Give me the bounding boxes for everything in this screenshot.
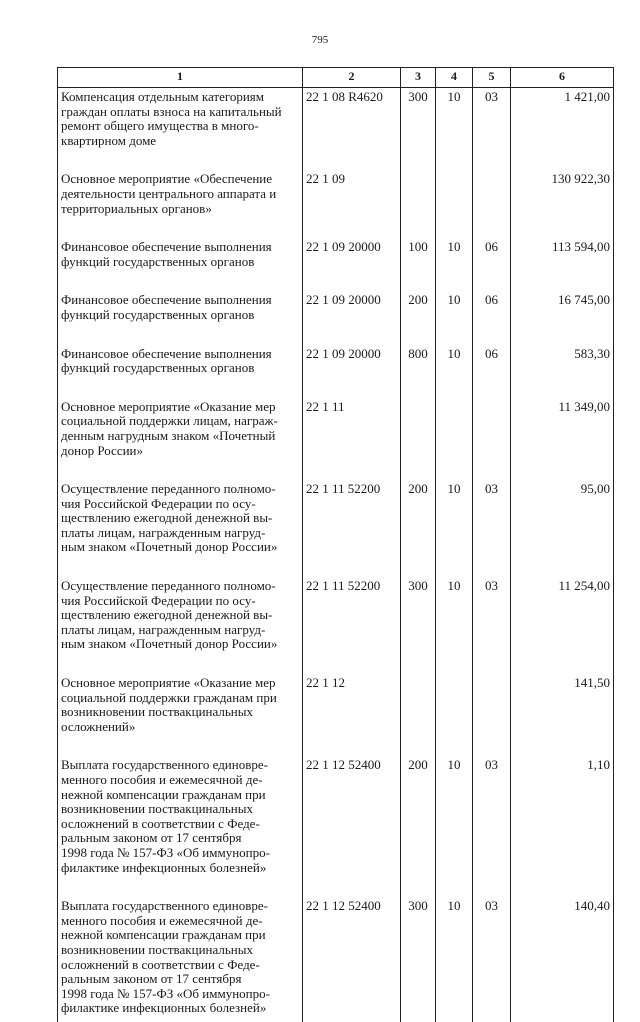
row-name-line: ным знаком «Почетный донор России»	[61, 636, 278, 652]
row-col-3	[401, 170, 436, 238]
row-name-line: ществлению ежегодной денежной вы-	[61, 607, 273, 623]
header-col-5: 5	[473, 68, 511, 88]
row-name-line: менного пособия и ежемесячной де-	[61, 772, 263, 787]
row-amount: 11 349,00	[511, 398, 614, 480]
row-col-5: 06	[473, 345, 511, 398]
row-name-line: ремонт общего имущества в много-	[61, 118, 259, 134]
row-col-4	[436, 398, 473, 480]
row-amount: 583,30	[511, 345, 614, 398]
row-name-line: Основное мероприятие «Обеспечение	[61, 171, 273, 187]
row-col-3: 300	[401, 577, 436, 674]
row-name-line: чия Российской Федерации по осу-	[61, 495, 256, 511]
table-row	[58, 756, 614, 897]
table-row	[58, 291, 614, 344]
row-name	[58, 170, 303, 238]
row-name-line: функций государственных органов	[61, 360, 255, 376]
row-code: 22 1 12 52400	[303, 756, 401, 897]
row-col-4: 10	[436, 577, 473, 674]
row-name	[58, 897, 303, 1022]
row-col-4: 10	[436, 291, 473, 344]
row-name-line: граждан оплаты взноса на капитальный	[61, 103, 282, 119]
row-col-4: 10	[436, 897, 473, 1022]
row-name-line: Выплата государственного единовре-	[61, 757, 268, 773]
row-col-3	[401, 398, 436, 480]
row-col-3: 300	[401, 88, 436, 171]
row-col-3: 800	[401, 345, 436, 398]
row-name-line: ществлению ежегодной денежной вы-	[61, 510, 273, 526]
row-name-line: филактике инфекционных болезней»	[61, 859, 267, 875]
row-col-3: 200	[401, 480, 436, 577]
row-col-3: 100	[401, 238, 436, 291]
row-col-5	[473, 674, 511, 756]
row-name-line: территориальных органов»	[61, 200, 212, 216]
row-name-line: ральным законом от 17 сентября	[61, 830, 242, 846]
row-col-5: 03	[473, 480, 511, 577]
row-name	[58, 88, 303, 171]
row-amount: 95,00	[511, 480, 614, 577]
row-name-line: Компенсация отдельным категориям	[61, 89, 265, 104]
row-name	[58, 238, 303, 291]
row-code: 22 1 09 20000	[303, 291, 401, 344]
row-name-line: Финансовое обеспечение выполнения	[61, 345, 272, 361]
row-name-line: 1998 года № 157-ФЗ «Об иммунопро-	[61, 985, 270, 1001]
row-name-line: менного пособия и ежемесячной де-	[61, 912, 263, 928]
row-name-line: нежной компенсации гражданам при	[61, 786, 266, 802]
row-name-line: нежной компенсации гражданам при	[61, 927, 266, 943]
row-name-line: ным знаком «Почетный донор России»	[61, 539, 278, 555]
row-col-4	[436, 674, 473, 756]
table-row	[58, 674, 614, 756]
row-name-line: 1998 года № 157-ФЗ «Об иммунопро-	[61, 844, 270, 860]
table-row	[58, 170, 614, 238]
row-col-4: 10	[436, 756, 473, 897]
row-name-line: платы лицам, награжденным нагруд-	[61, 524, 266, 540]
row-col-4: 10	[436, 345, 473, 398]
row-code: 22 1 12	[303, 674, 401, 756]
row-amount: 141,50	[511, 674, 614, 756]
row-amount: 113 594,00	[511, 238, 614, 291]
row-name-line: социальной поддержки лицам, награж-	[61, 413, 278, 429]
row-col-5: 03	[473, 88, 511, 171]
table-row	[58, 345, 614, 398]
row-name	[58, 577, 303, 674]
row-col-3: 300	[401, 897, 436, 1022]
table-row	[58, 398, 614, 480]
row-col-4: 10	[436, 480, 473, 577]
header-row	[58, 68, 614, 88]
row-name	[58, 345, 303, 398]
row-amount: 11 254,00	[511, 577, 614, 674]
row-name-line: платы лицам, награжденным нагруд-	[61, 621, 266, 637]
row-name-line: функций государственных органов	[61, 306, 255, 322]
row-code: 22 1 11 52200	[303, 577, 401, 674]
row-col-5	[473, 398, 511, 480]
row-name	[58, 756, 303, 897]
row-name-line: деятельности центрального аппарата и	[61, 185, 277, 201]
row-name-line: филактике инфекционных болезней»	[61, 1000, 267, 1016]
row-code: 22 1 08 R4620	[303, 88, 401, 171]
row-name-line: ральным законом от 17 сентября	[61, 971, 242, 987]
page-number: 795	[311, 34, 329, 46]
table-row	[58, 238, 614, 291]
row-name-line: чия Российской Федерации по осу-	[61, 592, 256, 608]
row-col-5: 06	[473, 238, 511, 291]
row-name-line: денным нагрудным знаком «Почетный	[61, 427, 276, 443]
row-col-3	[401, 674, 436, 756]
row-name	[58, 398, 303, 480]
row-amount: 16 745,00	[511, 291, 614, 344]
header-col-1: 1	[58, 68, 303, 88]
row-name-line: осложнений в соответствии с Феде-	[61, 956, 260, 972]
row-name	[58, 291, 303, 344]
row-name-line: Финансовое обеспечение выполнения	[61, 292, 272, 308]
header-col-3: 3	[401, 68, 436, 88]
row-code: 22 1 11 52200	[303, 480, 401, 577]
row-name-line: донор России»	[61, 442, 144, 458]
row-amount: 1,10	[511, 756, 614, 897]
row-col-4: 10	[436, 88, 473, 171]
row-code: 22 1 09	[303, 170, 401, 238]
row-name-line: Основное мероприятие «Оказание мер	[61, 398, 276, 414]
row-name-line: Финансовое обеспечение выполнения	[61, 239, 272, 255]
row-name	[58, 480, 303, 577]
row-name-line: Основное мероприятие «Оказание мер	[61, 675, 276, 691]
row-col-5: 03	[473, 756, 511, 897]
row-col-5: 03	[473, 577, 511, 674]
row-col-3: 200	[401, 291, 436, 344]
row-col-5: 03	[473, 897, 511, 1022]
table-row	[58, 897, 614, 1022]
row-name-line: Осуществление переданного полномо-	[61, 578, 276, 594]
row-col-5: 06	[473, 291, 511, 344]
table-row	[58, 480, 614, 577]
row-name-line: Осуществление переданного полномо-	[61, 481, 276, 497]
row-code: 22 1 12 52400	[303, 897, 401, 1022]
budget-table	[57, 67, 614, 1022]
row-col-5	[473, 170, 511, 238]
row-amount: 140,40	[511, 897, 614, 1022]
row-code: 22 1 09 20000	[303, 345, 401, 398]
row-name-line: Выплата государственного единовре-	[61, 898, 268, 914]
header-col-4: 4	[436, 68, 473, 88]
row-name	[58, 674, 303, 756]
table-row	[58, 577, 614, 674]
row-name-line: функций государственных органов	[61, 253, 255, 269]
row-amount: 130 922,30	[511, 170, 614, 238]
row-code: 22 1 09 20000	[303, 238, 401, 291]
row-name-line: социальной поддержки гражданам при	[61, 689, 277, 705]
row-code: 22 1 11	[303, 398, 401, 480]
row-col-4	[436, 170, 473, 238]
row-name-line: возникновении поствакцинальных	[61, 801, 253, 817]
row-name-line: возникновении поствакцинальных	[61, 941, 253, 957]
row-amount: 1 421,00	[511, 88, 614, 171]
row-name-line: возникновении поствакцинальных	[61, 704, 253, 720]
row-col-3: 200	[401, 756, 436, 897]
table-row	[58, 88, 614, 171]
row-name-line: осложнений»	[61, 718, 136, 734]
row-name-line: осложнений в соответствии с Феде-	[61, 815, 260, 831]
row-col-4: 10	[436, 238, 473, 291]
row-name-line: квартирном доме	[61, 132, 157, 148]
header-col-2: 2	[303, 68, 401, 88]
header-col-6: 6	[511, 68, 614, 88]
